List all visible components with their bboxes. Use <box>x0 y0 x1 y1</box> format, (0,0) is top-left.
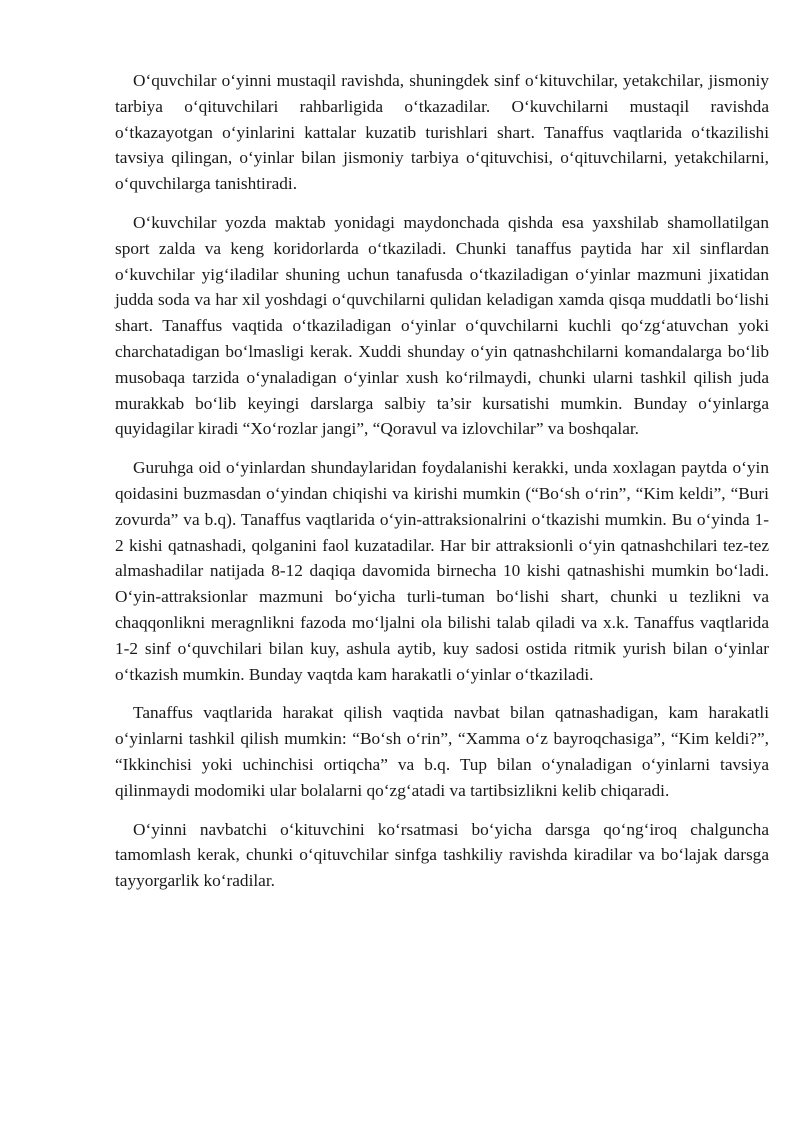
paragraph-2: O‘kuvchilar yozda maktab yonidagi maydonchada qishda esa yaxshilab shamollatilgan sport zalda va keng koridorlarda o‘tkaziladi. Chunki tanaffus paytida har xil sinflardan o‘kuvchilar yig‘iladilar shuning uchun tanafusda o‘tkaziladigan o‘yinlar mazmuni jixatidan judda soda va har xil yoshdagi o‘quvchilarni qulidan keladigan xamda qisqa muddatli bo‘lishi shart. Tanaffus vaqtida o‘tkaziladigan o‘yinlar o‘quvchilarni kuchli qo‘zg‘atuvchan yoki charchatadigan bo‘lmasligi kerak. Xuddi shunday o‘yin qatnashchilarni komandalarga bo‘lib musobaqa tarzida o‘ynaladigan o‘yinlar xush ko‘rilmaydi, chunki ularni tashkil qilish juda murakkab bo‘lib keyingi darslarga salbiy ta’sir kursatishi mumkin. Bunday o‘yinlarga quyidagilar kiradi “Xo‘rozlar jangi”, “Qoravul va izlovchilar” va boshqalar. <box>115 212 769 439</box>
paragraph-1: O‘quvchilar o‘yinni mustaqil ravishda, shuningdek sinf o‘kituvchilar, yetakchilar, jismoniy tarbiya o‘qituvchilari rahbarligida o‘tkazadilar. O‘kuvchilarni mustaqil ravishda o‘tkazayotgan o‘yinlarini kattalar kuzatib turishlari shart. Tanaffus vaqtlarida o‘tkazilishi tavsiya qilingan, o‘yinlar bilan jismoniy tarbiya o‘qituvchisi, o‘qituvchilarni, yetakchilarni, o‘quvchilarga tanishtiradi. <box>115 71 769 194</box>
paragraph-5: O‘yinni navbatchi o‘kituvchini ko‘rsatmasi bo‘yicha darsga qo‘ng‘iroq chalguncha tamomlash kerak, chunki o‘qituvchilar sinfga tashkiliy ravishda kiradilar va bo‘lajak darsga tayyorgarlik ko‘radilar. <box>115 819 769 891</box>
paragraph-4: Tanaffus vaqtlarida harakat qilish vaqtida navbat bilan qatnashadigan, kam harakatli o‘yinlarni tashkil qilish mumkin: “Bo‘sh o‘rin”, “Xamma o‘z bayroqchasiga”, “Kim keldi?”, “Ikkinchisi yoki uchinchisi ortiqcha” va b.q. Tup bilan o‘ynaladigan o‘yinlarni tavsiya qilinmaydi modomiki ular bolalarni qo‘zg‘atadi va tartibsizlikni kelib chiqaradi. <box>115 703 769 800</box>
document-page <box>115 68 769 907</box>
paragraph-3: Guruhga oid o‘yinlardan shundaylaridan foydalanishi kerakki, unda xoxlagan paytda o‘yin qoidasini buzmasdan o‘yindan chiqishi va kirishi mumkin (“Bo‘sh o‘rin”, “Kim keldi”, “Buri zovurda” va b.q). Tanaffus vaqtlarida o‘yin-attraksionalrini o‘tkazishi mumkin. Bu o‘yinda 1-2 kishi qatnashadi, qolganini faol kuzatadilar. Har bir attraksionli o‘yin qatnashchilari tez-tez almashadilar natijada 8-12 daqiqa davomida birnecha 10 kishi qatnashishi mumkin bo‘ladi. O‘yin-attraksionlar mazmuni bo‘yicha turli-tuman bo‘lishi shart, chunki u tezlikni va chaqqonlikni meragnlikni fazoda mo‘ljalni ola bilishi talab qiladi va x.k. Tanaffus vaqtlarida 1-2 sinf o‘quvchilari bilan kuy, ashula aytib, kuy sadosi ostida ritmik yurish bilan o‘yinlar o‘tkazish mumkin. Bunday vaqtda kam harakatli o‘yinlar o‘tkaziladi. <box>115 458 769 684</box>
